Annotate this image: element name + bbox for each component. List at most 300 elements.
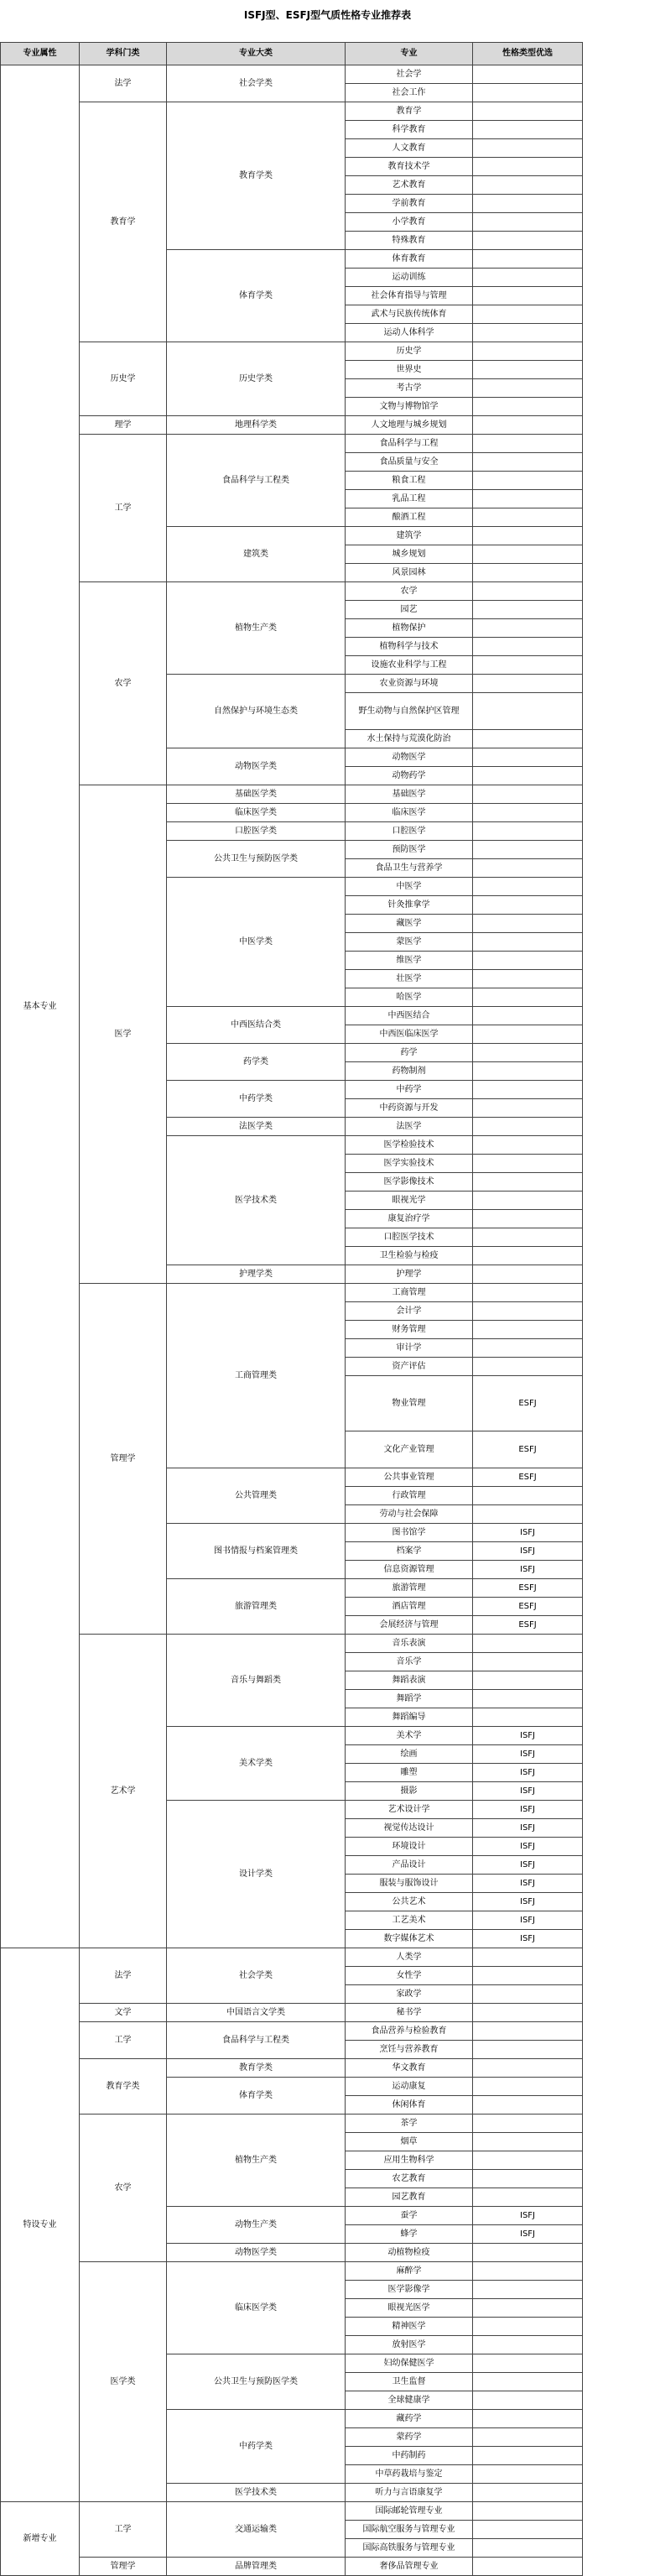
major-class-cell: 教育学类 — [167, 102, 346, 250]
major-cell: 放射医学 — [346, 2336, 473, 2354]
major-class-cell: 公共卫生与预防医学类 — [167, 841, 346, 878]
major-class-cell: 植物生产类 — [167, 582, 346, 675]
major-cell: 国际邮轮管理专业 — [346, 2502, 473, 2521]
personality-cell — [473, 2391, 583, 2410]
personality-cell — [473, 2447, 583, 2465]
major-cell: 妇幼保健医学 — [346, 2354, 473, 2373]
major-class-cell: 护理学类 — [167, 1265, 346, 1284]
major-class-cell: 中药学类 — [167, 1081, 346, 1118]
personality-cell — [473, 2096, 583, 2115]
major-cell: 粮食工程 — [346, 472, 473, 490]
personality-cell — [473, 564, 583, 582]
table-row — [1, 435, 583, 453]
discipline-cell: 法学 — [80, 1948, 167, 2004]
major-cell: 园艺 — [346, 601, 473, 619]
major-cell: 音乐表演 — [346, 1635, 473, 1653]
discipline-cell: 医学类 — [80, 2262, 167, 2502]
major-class-cell: 临床医学类 — [167, 804, 346, 822]
personality-cell — [473, 2428, 583, 2447]
major-cell: 食品卫生与营养学 — [346, 859, 473, 878]
major-cell: 旅游管理 — [346, 1579, 473, 1598]
major-cell: 文化产业管理 — [346, 1431, 473, 1468]
major-cell: 舞蹈学 — [346, 1690, 473, 1708]
discipline-cell: 工学 — [80, 435, 167, 582]
major-class-cell: 动物医学类 — [167, 2244, 346, 2262]
major-class-cell: 中国语言文学类 — [167, 2004, 346, 2022]
personality-cell — [473, 416, 583, 435]
personality-cell — [473, 1339, 583, 1358]
major-class-cell: 图书情报与档案管理类 — [167, 1524, 346, 1579]
major-cell: 卫生检验与检疫 — [346, 1247, 473, 1265]
header-attribute: 专业属性 — [1, 43, 80, 65]
personality-cell — [473, 2354, 583, 2373]
personality-cell: ISFJ — [473, 1801, 583, 1819]
personality-cell: ISFJ — [473, 1542, 583, 1561]
major-cell: 听力与言语康复学 — [346, 2484, 473, 2502]
header-major: 专业 — [346, 43, 473, 65]
major-cell: 美术学 — [346, 1727, 473, 1745]
major-cell: 基础医学 — [346, 785, 473, 804]
major-cell: 茶学 — [346, 2115, 473, 2133]
major-class-cell: 食品科学与工程类 — [167, 435, 346, 527]
personality-cell — [473, 2373, 583, 2391]
personality-cell — [473, 1210, 583, 1228]
personality-cell — [473, 656, 583, 675]
major-cell: 烹饪与营养教育 — [346, 2041, 473, 2059]
table-row — [1, 785, 583, 804]
major-cell: 国际航空服务与管理专业 — [346, 2521, 473, 2539]
major-cell: 烟草 — [346, 2133, 473, 2151]
personality-cell — [473, 1099, 583, 1118]
major-cell: 医学检验技术 — [346, 1136, 473, 1155]
major-cell: 蚕学 — [346, 2207, 473, 2225]
major-class-cell: 历史学类 — [167, 342, 346, 416]
personality-cell: ISFJ — [473, 1856, 583, 1875]
major-cell: 医学影像学 — [346, 2281, 473, 2299]
personality-cell — [473, 1062, 583, 1081]
personality-cell — [473, 2336, 583, 2354]
personality-cell — [473, 915, 583, 933]
personality-cell — [473, 933, 583, 952]
personality-cell — [473, 2004, 583, 2022]
personality-cell — [473, 2244, 583, 2262]
discipline-cell: 农学 — [80, 2115, 167, 2262]
personality-cell — [473, 2115, 583, 2133]
major-cell: 历史学 — [346, 342, 473, 361]
major-cell: 应用生物科学 — [346, 2151, 473, 2170]
personality-cell — [473, 2502, 583, 2521]
major-cell: 行政管理 — [346, 1487, 473, 1505]
major-class-cell: 品牌管理类 — [167, 2558, 346, 2576]
major-class-cell: 中药学类 — [167, 2410, 346, 2484]
personality-cell — [473, 1044, 583, 1062]
major-cell: 医学影像技术 — [346, 1173, 473, 1192]
major-cell: 摄影 — [346, 1782, 473, 1801]
major-class-cell: 中医学类 — [167, 878, 346, 1007]
personality-cell — [473, 2281, 583, 2299]
personality-cell — [473, 767, 583, 785]
major-cell: 藏药学 — [346, 2410, 473, 2428]
personality-cell — [473, 1228, 583, 1247]
major-cell: 视觉传达设计 — [346, 1819, 473, 1838]
major-cell: 体育教育 — [346, 250, 473, 269]
personality-cell: ISFJ — [473, 1764, 583, 1782]
personality-cell — [473, 2558, 583, 2576]
discipline-cell: 教育学类 — [80, 2059, 167, 2115]
personality-cell — [473, 601, 583, 619]
personality-cell — [473, 269, 583, 287]
major-cell: 休闲体育 — [346, 2096, 473, 2115]
personality-cell — [473, 1081, 583, 1099]
discipline-cell: 医学 — [80, 785, 167, 1284]
personality-cell — [473, 822, 583, 841]
major-cell: 中草药栽培与鉴定 — [346, 2465, 473, 2484]
major-cell: 药学 — [346, 1044, 473, 1062]
discipline-cell: 管理学 — [80, 1284, 167, 1635]
major-cell: 建筑学 — [346, 527, 473, 545]
major-class-cell: 自然保护与环境生态类 — [167, 675, 346, 748]
personality-cell: ESFJ — [473, 1579, 583, 1598]
personality-cell: ESFJ — [473, 1468, 583, 1487]
major-class-cell: 中西医结合类 — [167, 1007, 346, 1044]
major-cell: 人类学 — [346, 1948, 473, 1967]
major-cell: 文物与博物馆学 — [346, 398, 473, 416]
major-class-cell: 动物生产类 — [167, 2207, 346, 2244]
personality-cell: ISFJ — [473, 1524, 583, 1542]
personality-cell — [473, 139, 583, 158]
major-class-cell: 体育学类 — [167, 250, 346, 342]
major-cell: 特殊教育 — [346, 232, 473, 250]
major-class-cell: 音乐与舞蹈类 — [167, 1635, 346, 1727]
personality-cell — [473, 2059, 583, 2078]
personality-cell — [473, 1247, 583, 1265]
header-major-class: 专业大类 — [167, 43, 346, 65]
major-cell: 公共艺术 — [346, 1893, 473, 1911]
personality-cell: ISFJ — [473, 1819, 583, 1838]
discipline-cell: 理学 — [80, 416, 167, 435]
personality-cell — [473, 1708, 583, 1727]
major-class-cell: 建筑类 — [167, 527, 346, 582]
personality-cell: ESFJ — [473, 1616, 583, 1635]
personality-cell — [473, 1025, 583, 1044]
major-cell: 酒店管理 — [346, 1598, 473, 1616]
personality-cell — [473, 1671, 583, 1690]
personality-cell — [473, 1284, 583, 1302]
major-cell: 舞蹈编导 — [346, 1708, 473, 1727]
personality-cell — [473, 1321, 583, 1339]
major-cell: 藏医学 — [346, 915, 473, 933]
major-cell: 工艺美术 — [346, 1911, 473, 1930]
table-row — [1, 1635, 583, 1653]
major-cell: 人文教育 — [346, 139, 473, 158]
major-cell: 中药学 — [346, 1081, 473, 1099]
personality-cell — [473, 490, 583, 508]
personality-cell — [473, 1505, 583, 1524]
discipline-cell: 法学 — [80, 65, 167, 102]
major-cell: 农艺教育 — [346, 2170, 473, 2188]
major-cell: 社会学 — [346, 65, 473, 84]
major-cell: 卫生监督 — [346, 2373, 473, 2391]
table-row — [1, 1284, 583, 1302]
discipline-cell: 管理学 — [80, 2558, 167, 2576]
major-cell: 维医学 — [346, 952, 473, 970]
personality-cell — [473, 361, 583, 379]
discipline-cell: 工学 — [80, 2502, 167, 2558]
personality-cell — [473, 1635, 583, 1653]
major-cell: 植物保护 — [346, 619, 473, 638]
personality-cell — [473, 158, 583, 176]
personality-cell — [473, 2299, 583, 2318]
major-cell: 口腔医学 — [346, 822, 473, 841]
personality-cell: ISFJ — [473, 1727, 583, 1745]
personality-cell — [473, 1192, 583, 1210]
major-cell: 园艺教育 — [346, 2188, 473, 2207]
personality-cell — [473, 545, 583, 564]
personality-cell — [473, 2078, 583, 2096]
personality-cell — [473, 1487, 583, 1505]
personality-cell — [473, 121, 583, 139]
table-row — [1, 2558, 583, 2576]
major-class-cell: 口腔医学类 — [167, 822, 346, 841]
major-cell: 乳品工程 — [346, 490, 473, 508]
personality-cell — [473, 176, 583, 195]
discipline-cell: 文学 — [80, 2004, 167, 2022]
personality-cell — [473, 2410, 583, 2428]
major-cell: 运动训练 — [346, 269, 473, 287]
major-class-cell: 设计学类 — [167, 1801, 346, 1948]
personality-cell — [473, 2318, 583, 2336]
personality-cell — [473, 619, 583, 638]
personality-cell — [473, 2170, 583, 2188]
major-cell: 音乐学 — [346, 1653, 473, 1671]
personality-cell — [473, 324, 583, 342]
major-cell: 科学教育 — [346, 121, 473, 139]
major-cell: 学前教育 — [346, 195, 473, 213]
personality-cell — [473, 65, 583, 84]
personality-cell: ISFJ — [473, 1875, 583, 1893]
major-cell: 哈医学 — [346, 988, 473, 1007]
personality-cell — [473, 1173, 583, 1192]
personality-cell — [473, 2465, 583, 2484]
major-cell: 秘书学 — [346, 2004, 473, 2022]
major-cell: 劳动与社会保障 — [346, 1505, 473, 1524]
personality-cell — [473, 102, 583, 121]
major-cell: 绘画 — [346, 1745, 473, 1764]
major-cell: 麻醉学 — [346, 2262, 473, 2281]
personality-cell — [473, 1302, 583, 1321]
personality-cell — [473, 1967, 583, 1985]
major-cell: 会计学 — [346, 1302, 473, 1321]
major-cell: 小学教育 — [346, 213, 473, 232]
major-cell: 食品营养与检验教育 — [346, 2022, 473, 2041]
major-cell: 档案学 — [346, 1542, 473, 1561]
major-cell: 财务管理 — [346, 1321, 473, 1339]
major-cell: 物业管理 — [346, 1376, 473, 1431]
personality-cell: ESFJ — [473, 1431, 583, 1468]
major-class-cell: 动物医学类 — [167, 748, 346, 785]
major-cell: 信息资源管理 — [346, 1561, 473, 1579]
personality-cell — [473, 2262, 583, 2281]
major-cell: 教育学 — [346, 102, 473, 121]
major-class-cell: 社会学类 — [167, 1948, 346, 2004]
personality-cell — [473, 952, 583, 970]
major-class-cell: 食品科学与工程类 — [167, 2022, 346, 2059]
personality-cell — [473, 748, 583, 767]
major-cell: 临床医学 — [346, 804, 473, 822]
major-class-cell: 公共管理类 — [167, 1468, 346, 1524]
major-cell: 产品设计 — [346, 1856, 473, 1875]
major-cell: 数字媒体艺术 — [346, 1930, 473, 1948]
personality-cell — [473, 1118, 583, 1136]
header-row — [1, 43, 583, 65]
major-class-cell: 法医学类 — [167, 1118, 346, 1136]
major-class-cell: 体育学类 — [167, 2078, 346, 2115]
personality-cell — [473, 2539, 583, 2558]
major-cell: 动植物检疫 — [346, 2244, 473, 2262]
personality-cell — [473, 2151, 583, 2170]
major-cell: 奢侈品管理专业 — [346, 2558, 473, 2576]
discipline-cell: 农学 — [80, 582, 167, 785]
major-cell: 武术与民族传统体育 — [346, 305, 473, 324]
personality-cell — [473, 305, 583, 324]
major-class-cell: 植物生产类 — [167, 2115, 346, 2207]
major-cell: 人文地理与城乡规划 — [346, 416, 473, 435]
personality-cell: ESFJ — [473, 1598, 583, 1616]
major-cell: 图书馆学 — [346, 1524, 473, 1542]
major-cell: 蒙药学 — [346, 2428, 473, 2447]
major-cell: 中西医临床医学 — [346, 1025, 473, 1044]
major-class-cell: 临床医学类 — [167, 2262, 346, 2354]
major-class-cell: 教育学类 — [167, 2059, 346, 2078]
major-class-cell: 地理科学类 — [167, 416, 346, 435]
major-cell: 动物医学 — [346, 748, 473, 767]
major-class-cell: 美术学类 — [167, 1727, 346, 1801]
table-row — [1, 582, 583, 601]
major-cell: 运动康复 — [346, 2078, 473, 2096]
personality-cell — [473, 2188, 583, 2207]
personality-cell: ISFJ — [473, 2225, 583, 2244]
major-cell: 蜂学 — [346, 2225, 473, 2244]
header-personality: 性格类型优选 — [473, 43, 583, 65]
attribute-cell: 基本专业 — [1, 65, 80, 1948]
major-cell: 设施农业科学与工程 — [346, 656, 473, 675]
major-cell: 野生动物与自然保护区管理 — [346, 693, 473, 730]
personality-cell — [473, 287, 583, 305]
major-cell: 眼视光医学 — [346, 2299, 473, 2318]
personality-cell — [473, 2521, 583, 2539]
major-cell: 雕塑 — [346, 1764, 473, 1782]
discipline-cell: 教育学 — [80, 102, 167, 342]
major-cell: 法医学 — [346, 1118, 473, 1136]
major-cell: 食品科学与工程 — [346, 435, 473, 453]
personality-cell — [473, 342, 583, 361]
major-class-cell: 交通运输类 — [167, 2502, 346, 2558]
personality-cell — [473, 1136, 583, 1155]
major-cell: 护理学 — [346, 1265, 473, 1284]
table-row — [1, 2115, 583, 2133]
major-cell: 精神医学 — [346, 2318, 473, 2336]
major-cell: 世界史 — [346, 361, 473, 379]
major-cell: 国际高铁服务与管理专业 — [346, 2539, 473, 2558]
personality-cell — [473, 730, 583, 748]
personality-cell: ISFJ — [473, 1782, 583, 1801]
personality-cell — [473, 970, 583, 988]
major-cell: 风景园林 — [346, 564, 473, 582]
major-class-cell: 医学技术类 — [167, 1136, 346, 1265]
personality-cell — [473, 1985, 583, 2004]
major-cell: 资产评估 — [346, 1358, 473, 1376]
personality-cell — [473, 527, 583, 545]
personality-cell — [473, 1358, 583, 1376]
discipline-cell: 艺术学 — [80, 1635, 167, 1948]
personality-cell: ISFJ — [473, 1930, 583, 1948]
personality-cell — [473, 804, 583, 822]
major-cell: 眼视光学 — [346, 1192, 473, 1210]
personality-cell — [473, 693, 583, 730]
personality-cell — [473, 1007, 583, 1025]
major-cell: 预防医学 — [346, 841, 473, 859]
major-cell: 公共事业管理 — [346, 1468, 473, 1487]
personality-cell — [473, 84, 583, 102]
table-row — [1, 2022, 583, 2041]
major-cell: 医学实验技术 — [346, 1155, 473, 1173]
personality-cell: ESFJ — [473, 1376, 583, 1431]
major-cell: 服装与服饰设计 — [346, 1875, 473, 1893]
major-cell: 社会工作 — [346, 84, 473, 102]
major-class-cell: 工商管理类 — [167, 1284, 346, 1468]
personality-cell — [473, 582, 583, 601]
personality-cell — [473, 232, 583, 250]
personality-cell — [473, 435, 583, 453]
personality-cell — [473, 1948, 583, 1967]
major-recommendation-table — [0, 42, 583, 2576]
major-cell: 社会体育指导与管理 — [346, 287, 473, 305]
personality-cell: ISFJ — [473, 1561, 583, 1579]
personality-cell — [473, 379, 583, 398]
major-cell: 中药资源与开发 — [346, 1099, 473, 1118]
personality-cell — [473, 508, 583, 527]
major-cell: 中西医结合 — [346, 1007, 473, 1025]
major-cell: 艺术设计学 — [346, 1801, 473, 1819]
personality-cell — [473, 841, 583, 859]
table-row — [1, 2262, 583, 2281]
table-row — [1, 416, 583, 435]
personality-cell — [473, 785, 583, 804]
major-cell: 食品质量与安全 — [346, 453, 473, 472]
personality-cell — [473, 195, 583, 213]
personality-cell — [473, 1155, 583, 1173]
major-class-cell: 医学技术类 — [167, 2484, 346, 2502]
personality-cell — [473, 2041, 583, 2059]
table-row — [1, 2059, 583, 2078]
table-row — [1, 102, 583, 121]
major-cell: 艺术教育 — [346, 176, 473, 195]
major-cell: 中医学 — [346, 878, 473, 896]
table-row — [1, 65, 583, 84]
major-cell: 植物科学与技术 — [346, 638, 473, 656]
major-cell: 工商管理 — [346, 1284, 473, 1302]
personality-cell — [473, 1690, 583, 1708]
major-class-cell: 旅游管理类 — [167, 1579, 346, 1635]
personality-cell: ISFJ — [473, 1893, 583, 1911]
personality-cell — [473, 2484, 583, 2502]
major-cell: 审计学 — [346, 1339, 473, 1358]
major-cell: 壮医学 — [346, 970, 473, 988]
major-cell: 华文教育 — [346, 2059, 473, 2078]
major-cell: 口腔医学技术 — [346, 1228, 473, 1247]
personality-cell — [473, 638, 583, 656]
major-cell: 会展经济与管理 — [346, 1616, 473, 1635]
